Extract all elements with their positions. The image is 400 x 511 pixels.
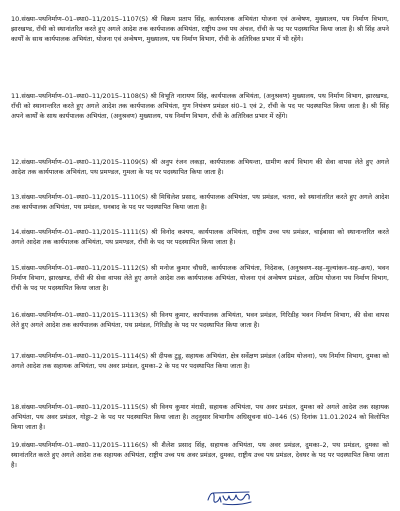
- paragraph-number: 14.: [11, 228, 22, 236]
- paragraph-text: संख्या–पथनिर्माण–01–स्था0–11/2015–1108(S) श्री विभूति नारायण सिंह, कार्यपालक अभियंता, (अनुश्रवण) मुख्यालय, पथ निर्माण विभाग, झारखण्ड, राँची को स्थानान्तरित करते हुए अगले आदेश तक कार्यपालक अभियंता, गुण नियंत्रण प्रमंडल सं0–1 एवं 2, राँची के पद पर पदस्थापित किया जाता है। श्री सिंह अपने कार्यों के साथ कार्यपालक अभियंता, (अनुश्रवण) मुख्यालय, पथ निर्माण विभाग, राँची के अतिरिक्त प्रभार में रहेंगे।: [11, 92, 389, 121]
- handwritten-signature: [205, 487, 257, 507]
- paragraph-text: संख्या–पथनिर्माण–01–स्था0–11/2015–1114(S) श्री दीपक टुडू, सहायक अभियंता, क्षेत्र सर्वेक्षण प्रमंडल (अग्रिम योजना), पथ निर्माण विभाग, दुमका को अगले आदेश तक सहायक अभियंता, पथ अवर प्रमंडल, दुमका–2 के पद पर पदस्थापित किया जाता है।: [11, 352, 389, 371]
- paragraph-number: 18.: [11, 403, 22, 411]
- paragraph-14: [11, 227, 389, 258]
- paragraph-text: संख्या–पथनिर्माण–01–स्था0–11/2015–1112(S) श्री मनोज कुमार चौधरी, कार्यपालक अभियंता, निदेशक, (अनुश्रवण–सह–मूल्यांकन–सह–क्रय), भवन निर्माण विभाग, झारखण्ड, राँची की सेवा वापस लेते हुए अगले आदेश तक कार्यपालक अभियंता, योजना एवं अन्वेषण प्रमंडल, अग्रिम योजना पथ निर्माण विभाग, राँची के पद पर पदस्थापित किया जाता है।: [11, 264, 389, 293]
- paragraph-13: [11, 192, 389, 223]
- paragraph-number: 12.: [11, 158, 22, 166]
- paragraph-10: [11, 14, 389, 87]
- paragraph-number: 17.: [11, 352, 22, 360]
- paragraph-number: 11.: [11, 92, 22, 100]
- paragraph-text: संख्या–पथनिर्माण–01–स्था0–11/2015–1110(S) श्री मिथिलेश प्रसाद, कार्यपालक अभियंता, पथ प्रमंडल, चतरा, को स्थानांतरित करते हुए अगले आदेश तक कार्यपालक अभियंता, पथ प्रमंडल, धनबाद के पद पर पदस्थापित किया जाता है।: [11, 193, 389, 212]
- paragraph-17: [11, 351, 389, 382]
- paragraph-11: [11, 91, 389, 153]
- paragraph-15: [11, 263, 389, 305]
- paragraph-16: [11, 310, 389, 341]
- paragraph-number: 10.: [11, 15, 22, 23]
- paragraph-text: संख्या–पथनिर्माण–01–स्था0–11/2015–1111(S) श्री विनोद कश्यप, कार्यपालक अभियंता, राष्ट्रीय उच्च पथ प्रमंडल, चाईबासा को स्थानान्तरित करते अगले आदेश तक कार्यपालक अभियंता, पथ प्रमण्डल, राँची के पद पर पदस्थापित किया जाता है।: [11, 228, 389, 247]
- paragraph-18: [11, 402, 389, 433]
- paragraph-number: 13.: [11, 193, 22, 201]
- paragraph-text: संख्या–पथनिर्माण–01–स्था0–11/2015–1116(S) श्री शैलेश प्रसाद सिंह, सहायक अभियंता, पथ अवर प्रमंडल, दुमका–2, पथ प्रमंडल, दुमका को स्थानांतरित करते हुए अगले आदेश तक सहायक अभियंता, राष्ट्रीय उच्च पथ अवर प्रमंडल, दुमका, राष्ट्रीय उच्च पथ प्रमंडल, देवघर के पद पर पदस्थापित किया जाता है।: [11, 441, 389, 470]
- paragraph-text: संख्या–पथनिर्माण–01–स्था0–11/2015–1115(S) श्री विनय कुमार मंराडी, सहायक अभियंता, पथ अवर प्रमंडल, दुमका को अगले आदेश तक सहायक अभियंता, पथ अवर प्रमंडल, गोड्डा–2 के पद पर पदस्थापित किया जाता है। तद्नुसार विभागीय अधिसूचना सं0–146 (S) दिनांक 11.01.2024 को विलोपित किया जाता है।: [11, 403, 389, 432]
- paragraph-12: [11, 157, 389, 188]
- paragraph-number: 19.: [11, 441, 22, 449]
- paragraph-19: [11, 440, 389, 471]
- paragraph-number: 16.: [11, 311, 22, 319]
- paragraph-text: संख्या–पथनिर्माण–01–स्था0–11/2015–1109(S) श्री अनुप रंजन लकड़ा, कार्यपालक अभियन्ता, ग्रामीण कार्य विभाग की सेवा वापस लेते हुए अगले आदेश तक कार्यपालक अभियंता, पथ प्रमण्डल, गुमला के पद पर पदस्थापित किया जाता है।: [11, 158, 389, 177]
- paragraph-text: संख्या–पथनिर्माण–01–स्था0–11/2015–1113(S) श्री विनय कुमार, कार्यपालक अभियंता, भवन प्रमंडल, गिरिडीह भवन निर्माण विभाग, की सेवा वापस लेते हुए अगले आदेश तक कार्यपालक अभियंता, पथ प्रमंडल, गिरिडीह के पद पर पदस्थापित किया जाता है।: [11, 311, 389, 330]
- paragraph-number: 15.: [11, 264, 22, 272]
- paragraph-text: संख्या–पथनिर्माण–01–स्था0–11/2015–1107(S) श्री विक्रम प्रताप सिंह, कार्यपालक अभियंता योजना एवं अन्वेषण, मुख्यालय, पथ निर्माण विभाग, झारखण्ड, राँची को स्थानांतरित करते हुए अगले आदेश तक कार्यपालक अभियंता, राष्ट्रीय उच्च पथ अंचल, राँची के पद पर पदस्थापित किया जाता है। श्री सिंह अपने कार्यों के साथ कार्यपालक अभियंता, योजना एवं अन्वेषण, मुख्यालय, पथ निर्माण विभाग, राँची के अतिरिक्त प्रभार में भी रहेंगे।: [11, 15, 389, 44]
